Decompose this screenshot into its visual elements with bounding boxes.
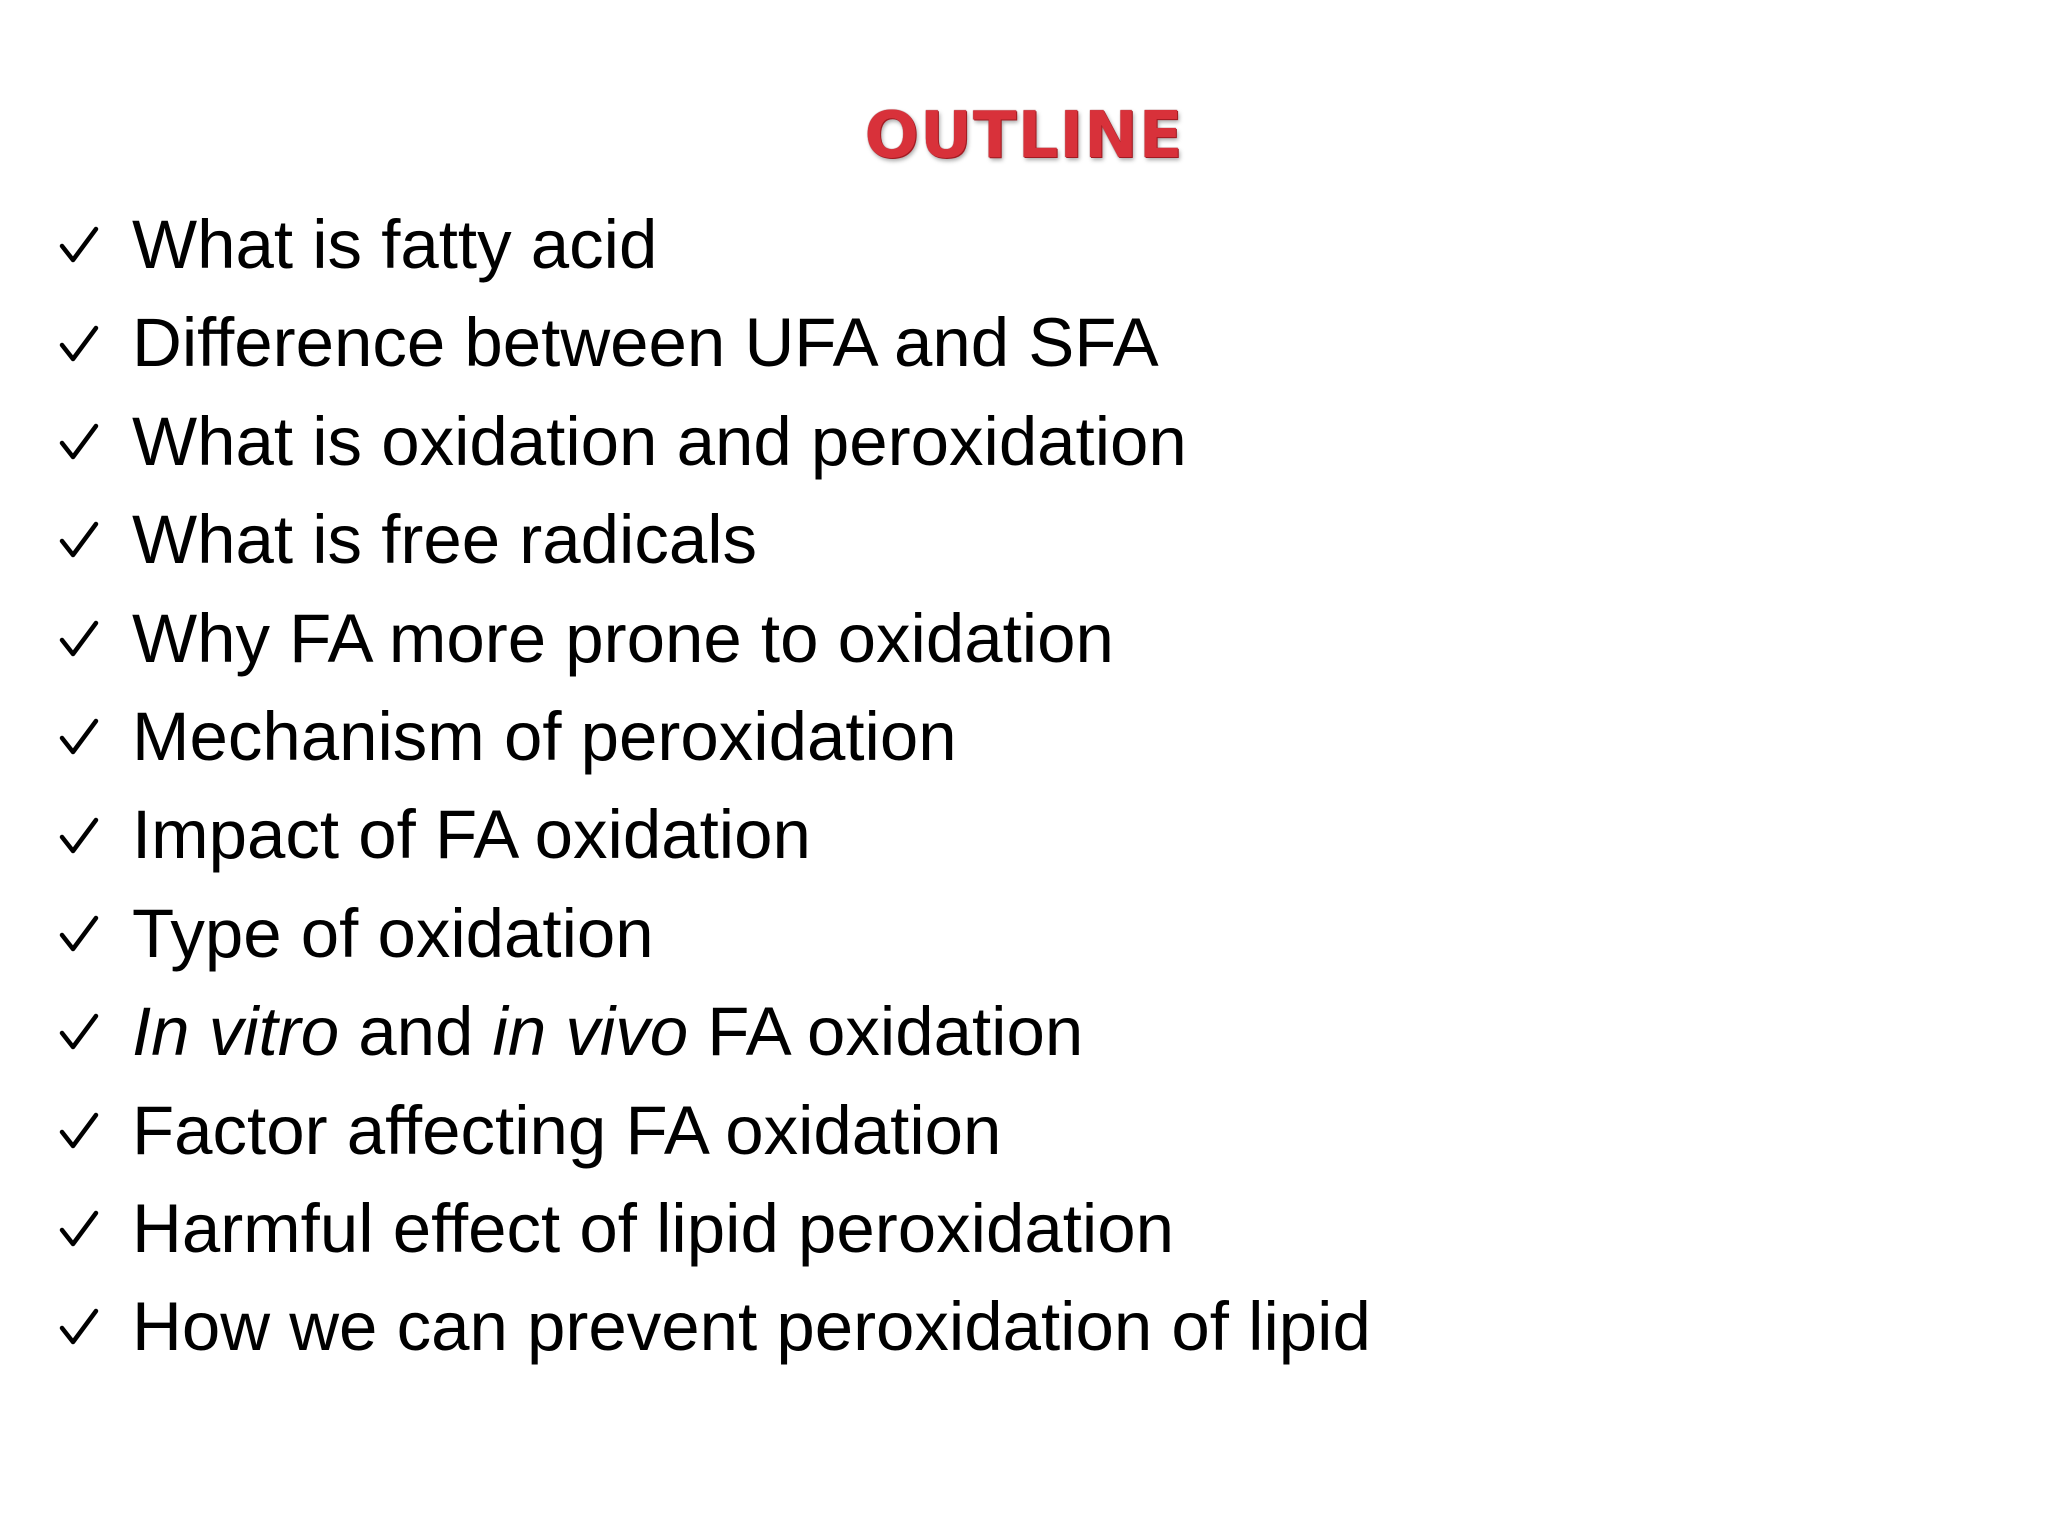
checkmark-icon	[58, 323, 100, 365]
text-segment: What is free radicals	[132, 501, 758, 579]
list-item-text	[132, 1180, 1174, 1278]
text-segment: Type of oxidation	[132, 894, 654, 972]
list-item-text	[132, 393, 1187, 491]
list-item-text	[132, 491, 757, 589]
list-item-text	[132, 688, 957, 786]
checkmark-icon	[58, 421, 100, 463]
checkmark-icon	[58, 1011, 100, 1053]
checkmark-icon	[58, 224, 100, 266]
italic-text: in vivo	[492, 993, 689, 1071]
checkmark-icon	[58, 519, 100, 561]
list-item	[0, 491, 2048, 589]
text-segment: What is oxidation and peroxidation	[132, 402, 1187, 480]
text-segment: Difference between UFA and SFA	[132, 304, 1159, 382]
list-item-text	[132, 786, 811, 884]
list-item	[0, 1180, 2048, 1278]
slide-title: OUTLINE	[864, 99, 1184, 173]
text-segment: Why FA more prone to oxidation	[132, 599, 1114, 677]
checkmark-icon	[58, 1306, 100, 1348]
outline-list	[0, 196, 2048, 1377]
text-segment: FA oxidation	[688, 993, 1084, 1071]
list-item-text	[132, 1082, 1001, 1180]
checkmark-icon	[58, 618, 100, 660]
list-item-text	[132, 590, 1114, 688]
list-item-text	[132, 983, 1083, 1081]
list-item	[0, 1278, 2048, 1376]
checkmark-icon	[58, 716, 100, 758]
list-item	[0, 786, 2048, 884]
list-item	[0, 393, 2048, 491]
text-segment: Factor affecting FA oxidation	[132, 1091, 1002, 1169]
list-item	[0, 688, 2048, 786]
text-segment: and	[339, 993, 493, 1071]
checkmark-icon	[58, 1208, 100, 1250]
text-segment: What is fatty acid	[132, 206, 658, 283]
list-item-text	[132, 196, 657, 294]
italic-text: In vitro	[132, 993, 340, 1071]
list-item	[0, 196, 2048, 294]
text-segment: How we can prevent peroxidation of lipid	[132, 1288, 1371, 1366]
list-item-text	[132, 885, 654, 983]
text-segment: Impact of FA oxidation	[132, 796, 811, 874]
checkmark-icon	[58, 815, 100, 857]
list-item	[0, 885, 2048, 983]
checkmark-icon	[58, 913, 100, 955]
list-item-text	[132, 294, 1159, 392]
text-segment: Mechanism of peroxidation	[132, 697, 957, 775]
list-item	[0, 294, 2048, 392]
list-item	[0, 1082, 2048, 1180]
checkmark-icon	[58, 1110, 100, 1152]
text-segment: Harmful effect of lipid peroxidation	[132, 1189, 1174, 1267]
list-item	[0, 983, 2048, 1081]
list-item	[0, 590, 2048, 688]
list-item-text	[132, 1278, 1371, 1376]
